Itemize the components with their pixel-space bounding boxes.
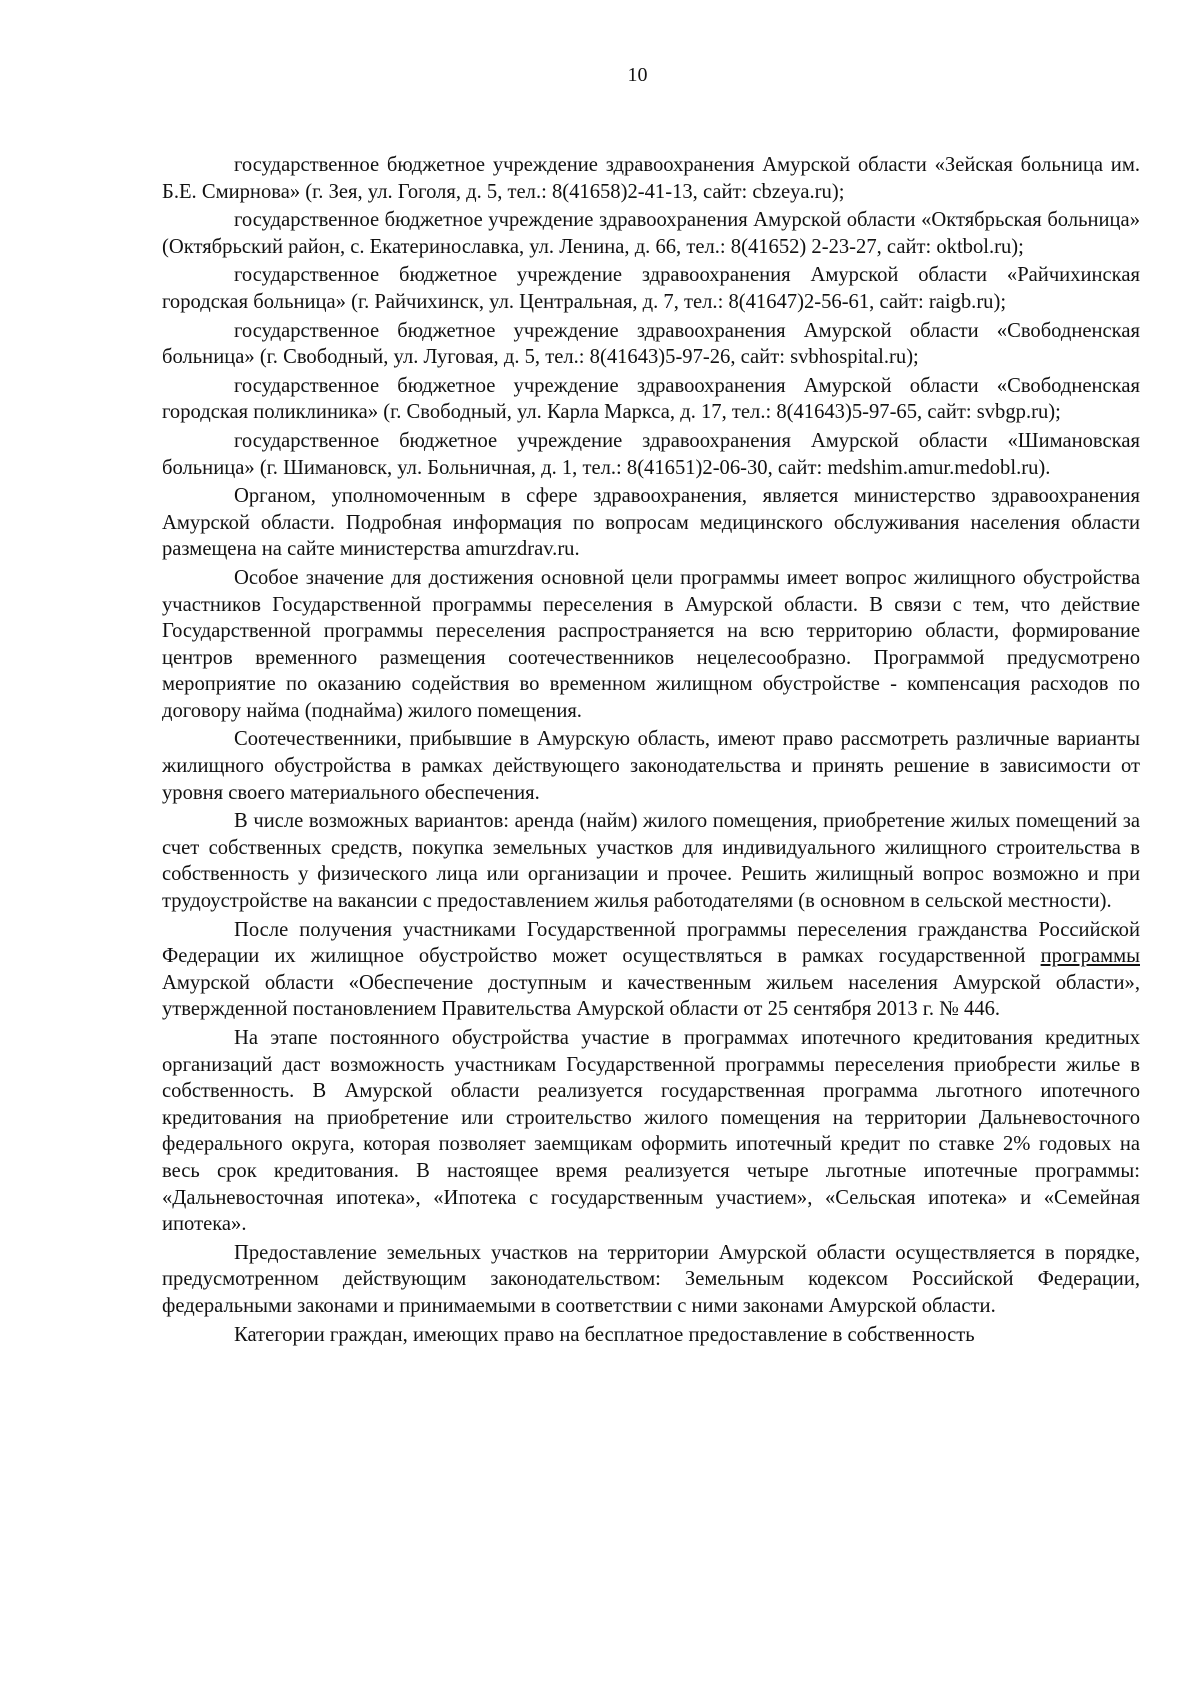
paragraph-housing-importance: Особое значение для достижения основной цели программы имеет вопрос жилищного обустройства участников Государственной программы переселения в Амурской области. В связи с тем, что действие Государственной программы переселения распространяется на всю территорию области, формирование центров временного размещения соотечественников нецелесообразно. Программой предусмотрено мероприятие по оказанию содействия во временном жилищном обустройстве - компенсация расходов по договору найма (поднайма) жилого помещения. <box>162 566 1140 722</box>
paragraph-housing-options: Соотечественники, прибывшие в Амурскую область, имеют право рассмотреть различные варианты жилищного обустройства в рамках действующего законодательства и принять решение в зависимости от уровня своего материального обеспечения. <box>162 728 1140 804</box>
document-body <box>162 152 1140 1348</box>
page-number: 10 <box>627 64 648 86</box>
paragraph-possible-variants: В числе возможных вариантов: аренда (найм) жилого помещения, приобретение жилых помещений за счет собственных средств, покупка земельных участков для индивидуального жилищного строительства в собственность у физического лица или организации и прочее. Решить жилищный вопрос возможно и при трудоустройстве на вакансии с предоставлением жилья работодателями (в основном в сельской местности). <box>162 810 1140 913</box>
paragraph-land-plots: Предоставление земельных участков на территории Амурской области осуществляется в порядке, предусмотренном действующим законодательством: Земельным кодексом Российской Федерации, федеральными законами и принимаемыми в соответствии с ними законами Амурской области. <box>162 1241 1140 1317</box>
program-link[interactable]: программы <box>1040 945 1140 968</box>
paragraph-shimanovsk-hospital: государственное бюджетное учреждение здравоохранения Амурской области «Шимановская больница» (г. Шимановск, ул. Больничная, д. 1, тел.: 8(41651)2-06-30, сайт: medshim.amur.medobl.ru). <box>162 429 1140 479</box>
paragraph-health-ministry: Органом, уполномоченным в сфере здравоохранения, является министерство здравоохранения Амурской области. Подробная информация по вопросам медицинского обслуживания населения области размещена на сайте министерства amurzdrav.ru. <box>162 485 1140 561</box>
paragraph-housing-program <box>162 917 1140 1023</box>
paragraph-mortgage: На этапе постоянного обустройства участие в программах ипотечного кредитования кредитных организаций даст возможность участникам Государственной программы переселения приобрести жилье в собственность. В Амурской области реализуется государственная программа льготного ипотечного кредитования на приобретение или строительство жилого помещения на территории Дальневосточного федерального округа, которая позволяет заемщикам оформить ипотечный кредит по ставке 2% годовых на весь срок кредитования. В настоящее время реализуется четыре льготные ипотечные программы: «Дальневосточная ипотека», «Ипотека с государственным участием», «Сельская ипотека» и «Семейная ипотека». <box>162 1027 1140 1236</box>
housing-program-text-before: После получения участниками Государственной программы переселения гражданства Российской Федерации их жилищное обустройство может осуществляться в рамках государственной <box>162 918 1140 968</box>
paragraph-zeya-hospital: государственное бюджетное учреждение здравоохранения Амурской области «Зейская больница им. Б.Е. Смирнова» (г. Зея, ул. Гоголя, д. 5, тел.: 8(41658)2-41-13, сайт: cbzeya.ru); <box>162 154 1140 203</box>
paragraph-svobodny-polyclinic: государственное бюджетное учреждение здравоохранения Амурской области «Свободненская городская поликлиника» (г. Свободный, ул. Карла Маркса, д. 17, тел.: 8(41643)5-97-65, сайт: svbgp.ru); <box>162 374 1140 424</box>
paragraph-raichikhinsk-hospital: государственное бюджетное учреждение здравоохранения Амурской области «Райчихинская городская больница» (г. Райчихинск, ул. Центральная, д. 7, тел.: 8(41647)2-56-61, сайт: raigb.ru); <box>162 264 1140 313</box>
housing-program-text-after: Амурской области «Обеспечение доступным и качественным жильем населения Амурской области», утвержденной постановлением Правительства Амурской области от 25 сентября 2013 г. № 446. <box>162 971 1140 1021</box>
paragraph-oktyabrsk-hospital: государственное бюджетное учреждение здравоохранения Амурской области «Октябрьская больница» (Октябрьский район, с. Екатеринославка, ул. Ленина, д. 66, тел.: 8(41652) 2-23-27, сайт: oktbol.ru); <box>162 209 1140 258</box>
paragraph-svobodny-hospital: государственное бюджетное учреждение здравоохранения Амурской области «Свободненская больница» (г. Свободный, ул. Луговая, д. 5, тел.: 8(41643)5-97-26, сайт: svbhospital.ru); <box>162 319 1140 369</box>
paragraph-citizen-categories: Категории граждан, имеющих право на бесплатное предоставление в собственность <box>234 1323 975 1346</box>
